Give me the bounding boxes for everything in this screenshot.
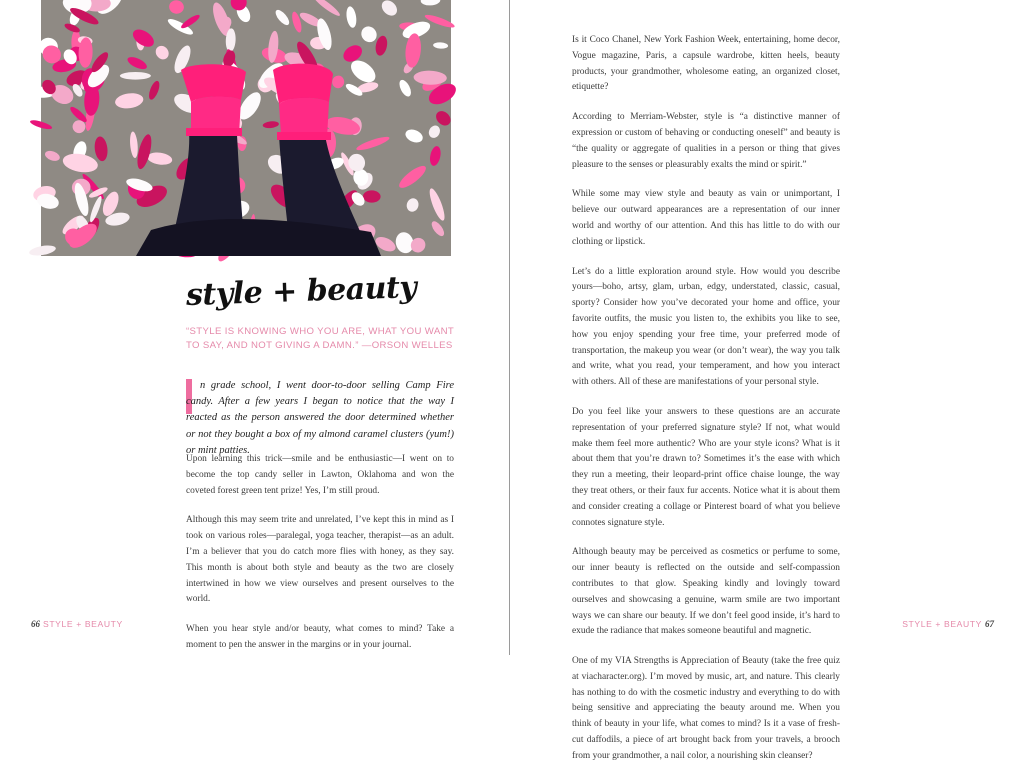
- petal-shape: [120, 72, 151, 80]
- feature-photo: [41, 0, 451, 256]
- body-paragraph: Is it Coco Chanel, New York Fashion Week, entertaining, home decor, Vogue magazine, Paris, a capsule wardrobe, kitten heels, beauty products, your grandmother, wholesome eating, an organized closet, etiquette?: [572, 35, 840, 93]
- right-body-column: [572, 33, 840, 779]
- body-paragraph: Let’s do a little exploration around style. How would you describe yours—boho, artsy, glam, urban, edgy, understated, classic, casual, sporty? Consider how you’ve decorated your home and office, your favorite outfits, the music you listen to, the exhibits you like to see, how you enjoy spending your free time, your preferred mode of transportation, the makeup you wear (or don’t wear), the way you talk and write, what you read, your temperament, and how you interact with others. All of these are manifestations of your personal style.: [572, 266, 840, 388]
- body-paragraph: While some may view style and beauty as vain or unimportant, I believe our outward appearances are a representation of our inner world and worthy of our attention. And this has little to do with our clothing or lipstick.: [572, 189, 840, 247]
- body-paragraph: Although this may seem trite and unrelated, I’ve kept this in mind as I took on various roles—paralegal, yoga teacher, therapist—as an adult. I’m a believer that you do catch more flies with honey, as they say. This month is about both style and beauty as the two are closely intertwined in how we view ourselves and present ourselves to the world.: [186, 515, 454, 605]
- body-paragraph: Although beauty may be perceived as cosmetics or perfume to some, our inner beauty is reflected on the outside and self-compassion contributes to that glow. Speaking kindly and lovingly toward ourselves and showcasing a genuine, warm smile are two important ways we can share our beauty. If we don’t feel good inside, it’s hard to exude the radiance that makes someone beautiful and magnetic.: [572, 547, 840, 637]
- right-page: [510, 0, 1019, 761]
- body-paragraph: One of my VIA Strengths is Appreciation of Beauty (take the free quiz at viacharacter.org). I’m moved by music, art, and nature. This clearly has nothing to do with the cosmetic industry and everything to do with being sensitive and appreciating the beauty around me. When you think of beauty in your life, what comes to mind? Is it a vase of fresh-cut daffodils, a piece of art brought back from your travels, a brooch from your grandmother, a nail color, a nourishing skin cleanser?: [572, 656, 840, 761]
- body-paragraph: Upon learning this trick—smile and be enthusiastic—I went on to become the top candy seller in Lawton, Oklahoma and won the coveted forest green tent prize! Yes, I’m still proud.: [186, 454, 454, 496]
- left-body-column: [186, 452, 454, 668]
- lead-paragraph: [186, 378, 454, 459]
- body-paragraph: Do you feel like your answers to these questions are an accurate representation of your preferred signature style? If not, what would make them feel more authentic? Who are your style icons? What is it about them that you’re drawn to? Sometimes it’s the ease with which they run a meeting, their leopard-print office chaise lounge, the way they treat others, or their faux fur accents. Notice what it is about them and consider creating a collage or Pinterest board of what you believe connotes signature style.: [572, 406, 840, 528]
- left-page: [0, 0, 509, 655]
- pull-quote: “STYLE IS KNOWING WHO YOU ARE, WHAT YOU WANT TO SAY, AND NOT GIVING A DAMN.” —ORSON WELLES: [186, 326, 454, 351]
- section-name: STYLE + BEAUTY: [43, 619, 123, 629]
- folio-left: [31, 619, 123, 629]
- body-paragraph: According to Merriam-Webster, style is “a distinctive manner of expression or custom of behaving or conducting oneself” and beauty is “the quality or aggregate of qualities in a person or thing that gives pleasure to the senses or pleasurably exalts the mind or spirit.”: [572, 112, 840, 170]
- folio-right: [902, 619, 994, 629]
- page-number: 67: [985, 619, 994, 629]
- body-paragraph: When you hear style and/or beauty, what comes to mind? Take a moment to pen the answer in the margins or in your journal.: [186, 624, 454, 650]
- article-headline: style + beauty: [185, 269, 417, 314]
- page-number: 66: [31, 619, 40, 629]
- lead-text: n grade school, I went door-to-door selling Camp Fire candy. After a few years I began to notice that the way I reacted as the person answered the door determined whether or not they bought a box of my almond caramel clusters (yum!) or mint patties.: [186, 380, 454, 456]
- section-name: STYLE + BEAUTY: [902, 619, 982, 629]
